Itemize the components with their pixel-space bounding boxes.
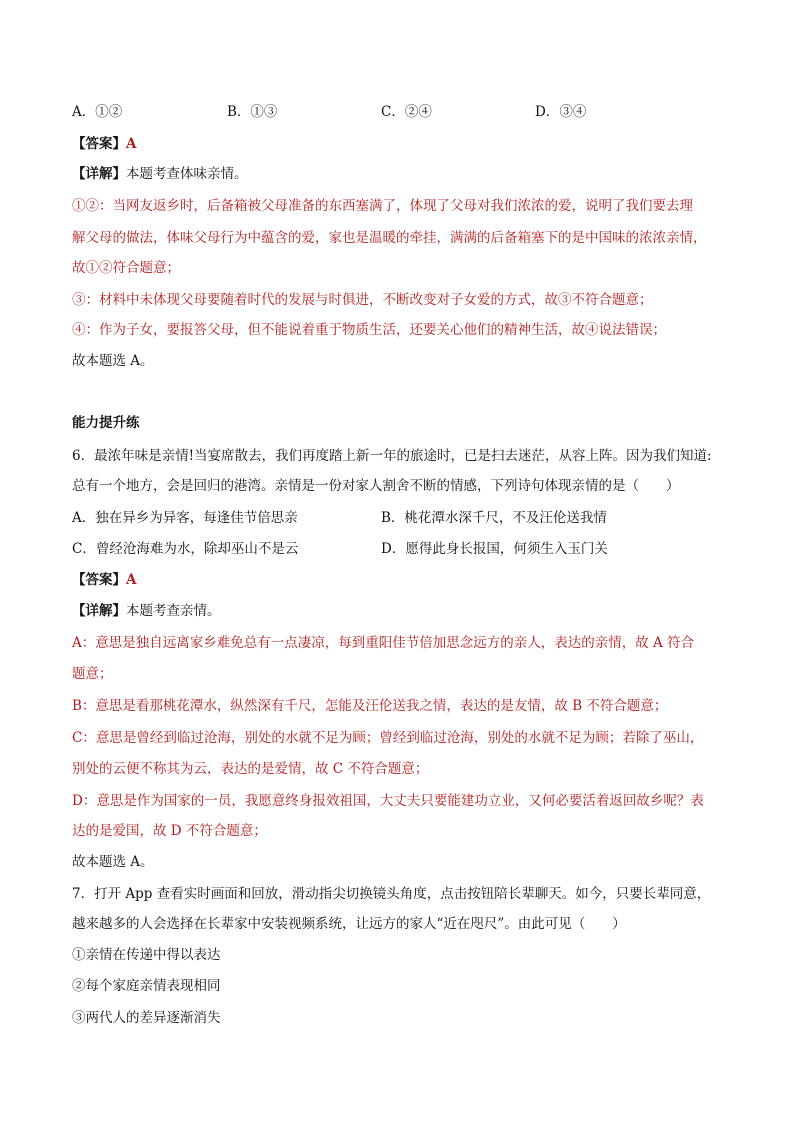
q7-item: ①亲情在传递中得以表达 xyxy=(72,947,221,963)
q7-stem-line: 7．打开 App 查看实时画面和回放，滑动指尖切换镜头角度，点击按钮陪长辈聊天。如今，只要长辈同意， xyxy=(72,886,711,902)
q6-analysis-line: B：意思是看那桃花潭水，纵然深有千尺，怎能及汪伦送我之情，表达的是友情，故 B 不符合题意； xyxy=(72,698,668,714)
answer-value: A xyxy=(126,572,137,588)
q5-option-b: B．①③ xyxy=(227,104,278,120)
q5-conclusion: 故本题选 A。 xyxy=(72,353,154,369)
q6-analysis-line: A：意思是独自远离家乡难免总有一点凄凉，每到重阳佳节倍加思念远方的亲人，表达的亲情，故 A 符合 xyxy=(72,635,695,651)
detail-intro: 本题考查体味亲情。 xyxy=(126,166,248,182)
q5-analysis-line: 故①②符合题意； xyxy=(72,260,180,276)
answer-tag: 【答案】 xyxy=(72,136,126,152)
q6-option-c: C．曾经沧海难为水，除却巫山不是云 xyxy=(72,541,299,557)
q6-option-d: D．愿得此身长报国，何须生入玉门关 xyxy=(381,541,608,557)
detail-tag: 【详解】 xyxy=(72,166,126,182)
section-title: 能力提升练 xyxy=(72,415,140,431)
q6-conclusion: 故本题选 A。 xyxy=(72,854,154,870)
q6-analysis-line: D：意思是作为国家的一员，我愿意终身报效祖国，大丈夫只要能建功立业，又何必要活着返回故乡呢？表 xyxy=(72,793,704,809)
q5-analysis-line: ①②：当网友返乡时，后备箱被父母准备的东西塞满了，体现了父母对我们浓浓的爱，说明了我们要去理 xyxy=(72,198,693,214)
q5-answer xyxy=(72,134,136,154)
q5-option-c: C．②④ xyxy=(381,104,432,120)
q6-analysis-line: C：意思是曾经到临过沧海，别处的水就不足为顾；曾经到临过沧海，别处的水就不足为顾；若除了巫山， xyxy=(72,730,704,746)
q6-answer xyxy=(72,570,136,590)
q6-option-b: B．桃花潭水深千尺，不及汪伦送我情 xyxy=(381,510,607,526)
detail-tag: 【详解】 xyxy=(72,603,126,619)
q6-option-a: A．独在异乡为异客，每逢佳节倍思亲 xyxy=(72,510,298,526)
answer-value: A xyxy=(126,136,137,152)
q5-analysis-line: ③：材料中未体现父母要随着时代的发展与时俱进，不断改变对子女爱的方式，故③不符合题意； xyxy=(72,292,653,308)
q6-detail xyxy=(72,601,221,621)
q6-analysis-line: 题意； xyxy=(72,666,113,682)
q5-analysis-line: 解父母的做法，体味父母行为中蕴含的爱，家也是温暖的牵挂，满满的后备箱塞下的是中国味的浓浓亲情， xyxy=(72,230,707,246)
q6-stem-line: 总有一个地方，会是回归的港湾。亲情是一份对家人割舍不断的情感，下列诗句体现亲情的是（ ） xyxy=(72,478,680,494)
q5-analysis-line: ④：作为子女，要报答父母，但不能说着重于物质生活，还要关心他们的精神生活，故④说法错误； xyxy=(72,322,666,338)
q6-stem-line: 6．最浓年味是亲情!当宴席散去，我们再度踏上新一年的旅途时，已是扫去迷茫，从容上阵。因为我们知道: xyxy=(72,448,712,464)
q5-detail xyxy=(72,164,248,184)
answer-tag: 【答案】 xyxy=(72,572,126,588)
q7-stem-line: 越来越多的人会选择在长辈家中安装视频系统，让远方的家人“近在咫尺”。由此可见（ ） xyxy=(72,916,626,932)
q7-item: ③两代人的差异逐渐消失 xyxy=(72,1010,221,1026)
q7-item: ②每个家庭亲情表现相同 xyxy=(72,978,221,994)
q5-option-a: A．①② xyxy=(72,104,123,120)
detail-intro: 本题考查亲情。 xyxy=(126,603,221,619)
q5-option-d: D．③④ xyxy=(535,104,587,120)
q6-analysis-line: 别处的云便不称其为云，表达的是爱情，故 C 不符合题意； xyxy=(72,761,429,777)
q6-analysis-line: 达的是爱国，故 D 不符合题意； xyxy=(72,823,267,839)
